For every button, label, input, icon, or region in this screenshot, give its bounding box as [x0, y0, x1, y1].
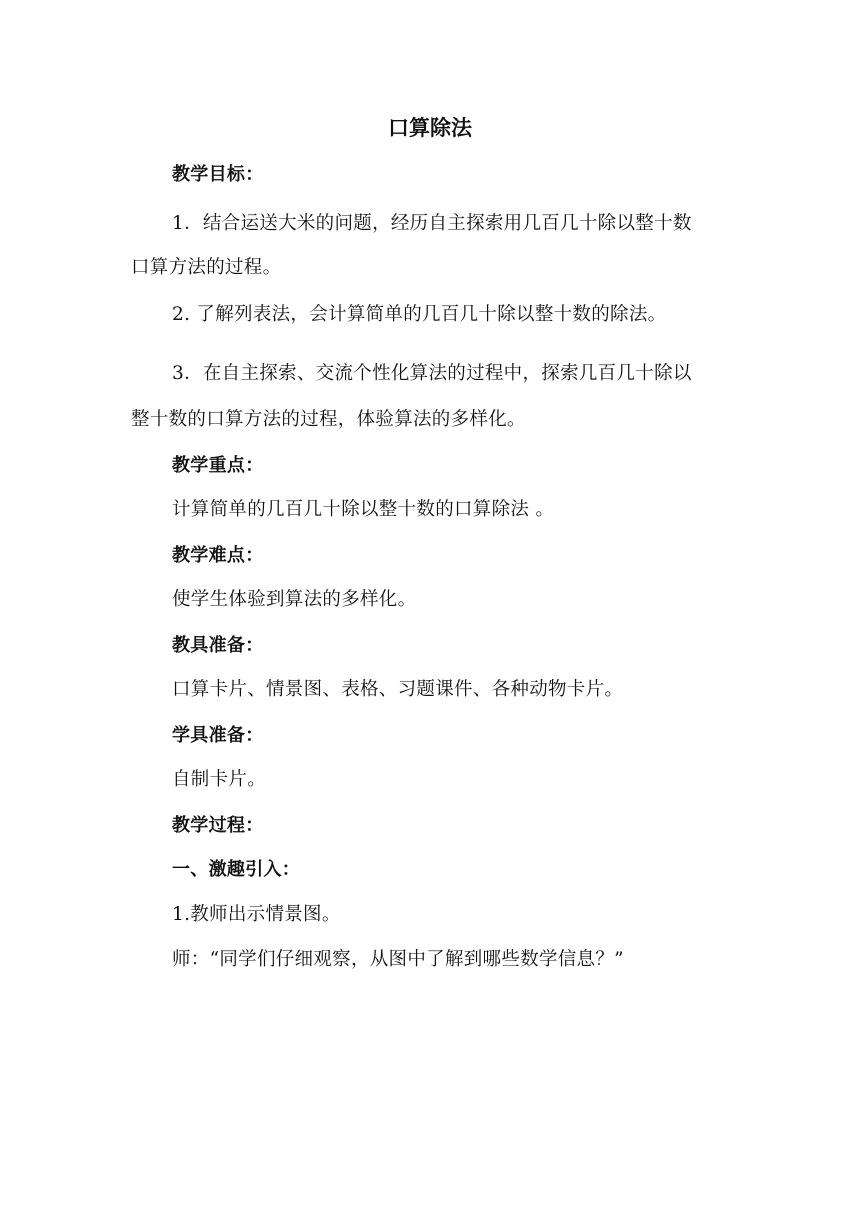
- student-tools-text: 自制卡片。: [172, 769, 267, 790]
- objective-2: 2. 了解列表法，会计算简单的几百几十除以整十数的除法。: [172, 304, 667, 325]
- teacher-tools-heading: 教具准备：: [172, 635, 264, 656]
- process-heading: 教学过程：: [172, 815, 264, 836]
- objective-3-line-2: 整十数的口算方法的过程，体验算法的多样化。: [131, 409, 526, 430]
- step-1-text: 1.教师出示情景图。: [172, 904, 341, 925]
- objective-1-line-2: 口算方法的过程。: [131, 257, 282, 278]
- objectives-heading: 教学目标：: [172, 164, 264, 185]
- difficulties-text: 使学生体验到算法的多样化。: [172, 589, 417, 610]
- teacher-tools-text: 口算卡片、情景图、表格、习题课件、各种动物卡片。: [172, 679, 624, 700]
- section-1-heading: 一、激趣引入：: [172, 859, 301, 880]
- teacher-quote: 师：“同学们仔细观察，从图中了解到哪些数学信息？”: [172, 949, 624, 970]
- key-points-heading: 教学重点：: [172, 455, 264, 476]
- objective-1-line-1: 1．结合运送大米的问题，经历自主探索用几百几十除以整十数: [172, 213, 692, 234]
- document-title: 口算除法: [388, 116, 472, 140]
- key-points-text: 计算简单的几百几十除以整十数的口算除法 。: [172, 499, 555, 520]
- difficulties-heading: 教学难点：: [172, 545, 264, 566]
- objective-3-line-1: 3．在自主探索、交流个性化算法的过程中，探索几百几十除以: [172, 363, 692, 384]
- student-tools-heading: 学具准备：: [172, 725, 264, 746]
